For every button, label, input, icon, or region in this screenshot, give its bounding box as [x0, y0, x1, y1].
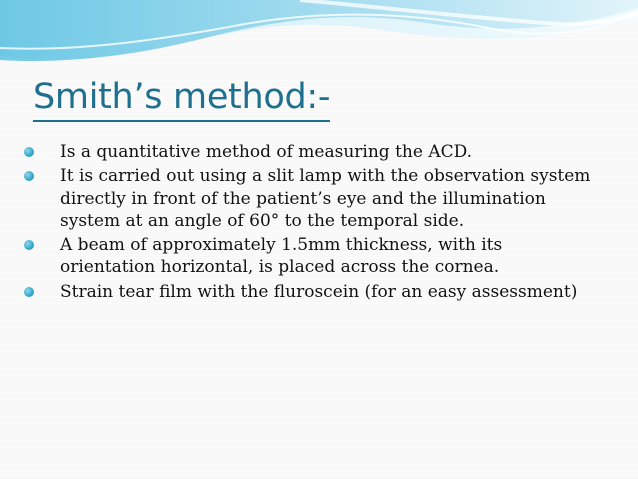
bullet-text: It is carried out using a slit lamp with the observation system directly in front of the patient’s eye and the illumination system at an angle of 60° to the temporal side. [60, 166, 591, 231]
bullet-text: Is a quantitative method of measuring the ACD. [60, 142, 473, 162]
bullet-dot-icon [24, 171, 34, 181]
bullet-list [20, 141, 600, 305]
bullet-dot-icon [24, 287, 34, 297]
bullet-dot-icon [24, 240, 34, 250]
bullet-text: A beam of approximately 1.5mm thickness, with its orientation horizontal, is placed across the cornea. [60, 235, 503, 278]
bullet-item [20, 281, 600, 303]
bullet-text: Strain tear film with the fluroscein (for an easy assessment) [60, 281, 578, 302]
slide-title: Smith’s method:- [33, 76, 330, 122]
bullet-item [20, 141, 600, 163]
header-wave-decoration [0, 0, 638, 80]
bullet-item [20, 234, 600, 279]
bullet-item [20, 165, 600, 232]
bullet-dot-icon [24, 147, 34, 157]
